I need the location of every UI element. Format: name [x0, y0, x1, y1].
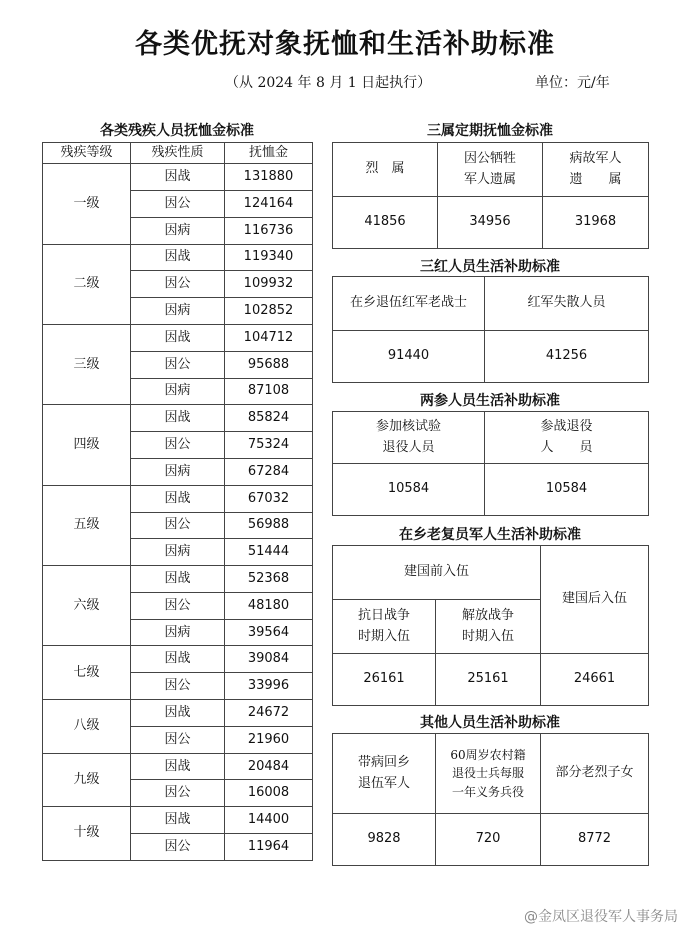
disability-nature-cell: 因公: [131, 351, 225, 378]
disability-nature-cell: 因病: [131, 378, 225, 405]
disability-amount-cell: 104712: [225, 324, 313, 351]
family-value-duty: 34956: [438, 197, 543, 249]
disability-amount-cell: 33996: [225, 673, 313, 700]
disability-nature-cell: 因病: [131, 619, 225, 646]
two-header-nuclear: 参加核试验 退役人员: [333, 412, 485, 464]
disability-amount-cell: 116736: [225, 217, 313, 244]
other-table: [332, 733, 649, 866]
disability-nature-cell: 因战: [131, 485, 225, 512]
disability-nature-cell: 因公: [131, 726, 225, 753]
disability-nature-cell: 因病: [131, 217, 225, 244]
two-header-row: [333, 412, 649, 464]
veteran-header-after: 建国后入伍: [541, 546, 649, 654]
disability-amount-cell: 39084: [225, 646, 313, 673]
disability-level-cell: 三级: [43, 324, 131, 404]
disability-amount-cell: 48180: [225, 592, 313, 619]
disability-nature-cell: 因公: [131, 271, 225, 298]
disability-amount-cell: 39564: [225, 619, 313, 646]
red-header-veteran: 在乡退伍红军老战士: [333, 277, 485, 331]
disability-row: [43, 485, 313, 512]
effective-date: （从 2024 年 8 月 1 日起执行）: [225, 75, 432, 91]
disability-row: [43, 646, 313, 673]
disability-level-cell: 二级: [43, 244, 131, 324]
family-value-martyr: 41856: [333, 197, 438, 249]
disability-nature-cell: 因病: [131, 298, 225, 325]
veteran-value-liberation: 25161: [436, 654, 541, 706]
page-title: 各类优抚对象抚恤和生活补助标准: [135, 29, 555, 60]
disability-section-title: 各类残疾人员抚恤金标准: [100, 123, 254, 139]
disability-nature-cell: 因战: [131, 566, 225, 593]
red-value-veteran: 91440: [333, 331, 485, 383]
family-table: [332, 142, 649, 249]
disability-amount-cell: 75324: [225, 432, 313, 459]
watermark: @金凤区退役军人事务局: [524, 909, 678, 925]
other-value-rural: 720: [436, 814, 541, 866]
other-value-children: 8772: [541, 814, 649, 866]
two-section-title: 两参人员生活补助标准: [420, 393, 560, 409]
disability-row: [43, 753, 313, 780]
disability-amount-cell: 109932: [225, 271, 313, 298]
two-value-nuclear: 10584: [333, 464, 485, 516]
disability-amount-cell: 85824: [225, 405, 313, 432]
disability-level-cell: 五级: [43, 485, 131, 565]
two-value-combat: 10584: [485, 464, 649, 516]
disability-level-cell: 六级: [43, 566, 131, 646]
disability-amount-cell: 95688: [225, 351, 313, 378]
red-value-scattered: 41256: [485, 331, 649, 383]
disability-nature-cell: 因战: [131, 244, 225, 271]
family-header-duty: 因公牺牲 军人遗属: [438, 143, 543, 197]
veteran-header-row: [333, 546, 649, 600]
disability-amount-cell: 11964: [225, 834, 313, 861]
disability-row: [43, 566, 313, 593]
disability-nature-cell: 因战: [131, 646, 225, 673]
header-nature: 残疾性质: [131, 143, 225, 164]
disability-amount-cell: 102852: [225, 298, 313, 325]
other-header-sick: 带病回乡 退伍军人: [333, 734, 436, 814]
disability-level-cell: 十级: [43, 807, 131, 861]
other-header-row: [333, 734, 649, 814]
disability-nature-cell: 因战: [131, 405, 225, 432]
disability-level-cell: 一级: [43, 164, 131, 244]
other-section-title: 其他人员生活补助标准: [420, 715, 560, 731]
disability-amount-cell: 67032: [225, 485, 313, 512]
family-section-title: 三属定期抚恤金标准: [427, 123, 553, 139]
disability-nature-cell: 因战: [131, 164, 225, 191]
red-section-title: 三红人员生活补助标准: [420, 259, 560, 275]
veteran-header-liberation: 解放战争 时期入伍: [436, 600, 541, 654]
family-header-martyr: 烈 属: [333, 143, 438, 197]
family-header-row: [333, 143, 649, 197]
other-header-children: 部分老烈子女: [541, 734, 649, 814]
veteran-value-row: [333, 654, 649, 706]
disability-row: [43, 700, 313, 727]
disability-level-cell: 七级: [43, 646, 131, 700]
veteran-header-before: 建国前入伍: [333, 546, 541, 600]
header-amount: 抚恤金: [225, 143, 313, 164]
red-header-scattered: 红军失散人员: [485, 277, 649, 331]
two-header-combat: 参战退役 人 员: [485, 412, 649, 464]
disability-amount-cell: 24672: [225, 700, 313, 727]
red-header-row: [333, 277, 649, 331]
disability-nature-cell: 因公: [131, 673, 225, 700]
unit-label: 单位：元/年: [535, 75, 610, 91]
disability-amount-cell: 51444: [225, 539, 313, 566]
other-value-row: [333, 814, 649, 866]
disability-row: [43, 807, 313, 834]
disability-amount-cell: 52368: [225, 566, 313, 593]
disability-nature-cell: 因公: [131, 190, 225, 217]
family-value-illness: 31968: [543, 197, 649, 249]
two-table: [332, 411, 649, 516]
disability-row: [43, 324, 313, 351]
disability-nature-cell: 因公: [131, 592, 225, 619]
red-table: [332, 276, 649, 383]
disability-nature-cell: 因战: [131, 324, 225, 351]
disability-amount-cell: 131880: [225, 164, 313, 191]
disability-nature-cell: 因公: [131, 432, 225, 459]
veteran-section-title: 在乡老复员军人生活补助标准: [399, 527, 581, 543]
veteran-value-antijapanese: 26161: [333, 654, 436, 706]
disability-nature-cell: 因战: [131, 753, 225, 780]
disability-amount-cell: 124164: [225, 190, 313, 217]
disability-amount-cell: 56988: [225, 512, 313, 539]
other-header-rural: 60周岁农村籍 退役士兵每服 一年义务兵役: [436, 734, 541, 814]
disability-amount-cell: 21960: [225, 726, 313, 753]
disability-amount-cell: 87108: [225, 378, 313, 405]
disability-level-cell: 四级: [43, 405, 131, 485]
veteran-table: [332, 545, 649, 706]
other-value-sick: 9828: [333, 814, 436, 866]
disability-nature-cell: 因公: [131, 780, 225, 807]
disability-row: [43, 405, 313, 432]
disability-amount-cell: 20484: [225, 753, 313, 780]
disability-row: [43, 244, 313, 271]
red-value-row: [333, 331, 649, 383]
disability-amount-cell: 119340: [225, 244, 313, 271]
veteran-header-antijapanese: 抗日战争 时期入伍: [333, 600, 436, 654]
family-value-row: [333, 197, 649, 249]
header-level: 残疾等级: [43, 143, 131, 164]
disability-header-row: [43, 143, 313, 164]
disability-amount-cell: 16008: [225, 780, 313, 807]
disability-body: [43, 164, 313, 861]
disability-nature-cell: 因公: [131, 512, 225, 539]
disability-nature-cell: 因病: [131, 458, 225, 485]
family-header-illness: 病故军人 遗 属: [543, 143, 649, 197]
disability-nature-cell: 因病: [131, 539, 225, 566]
disability-level-cell: 九级: [43, 753, 131, 807]
two-value-row: [333, 464, 649, 516]
veteran-value-after: 24661: [541, 654, 649, 706]
disability-table: [42, 142, 313, 861]
disability-row: [43, 164, 313, 191]
disability-amount-cell: 14400: [225, 807, 313, 834]
disability-level-cell: 八级: [43, 700, 131, 754]
disability-nature-cell: 因战: [131, 807, 225, 834]
disability-nature-cell: 因公: [131, 834, 225, 861]
disability-amount-cell: 67284: [225, 458, 313, 485]
disability-nature-cell: 因战: [131, 700, 225, 727]
